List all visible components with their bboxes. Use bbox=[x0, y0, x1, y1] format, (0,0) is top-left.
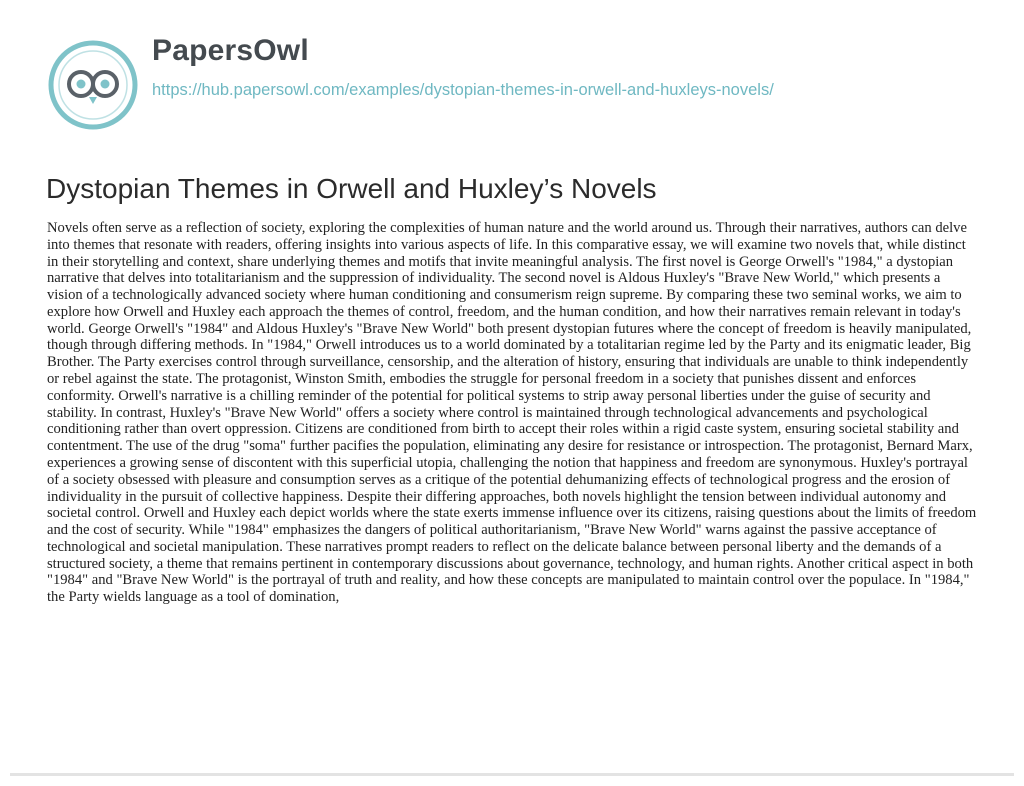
site-header bbox=[40, 28, 990, 138]
owl-icon[interactable] bbox=[48, 40, 138, 130]
source-url-link[interactable]: https://hub.papersowl.com/examples/dystopian-themes-in-orwell-and-huxleys-novels/ bbox=[152, 81, 774, 99]
brand-name[interactable]: PapersOwl bbox=[152, 34, 309, 67]
page-title: Dystopian Themes in Orwell and Huxley’s Novels bbox=[46, 173, 657, 204]
essay-body: Novels often serve as a reflection of society, exploring the complexities of human nature and the world around us. Through their narratives, authors can delve into themes that resonate with readers, offering insights into various aspects of life. In this comparative essay, we will examine two novels that, while distinct in their storytelling and context, share underlying themes and motifs that invite meaningful analysis. The first novel is George Orwell's "1984," a dystopian narrative that delves into totalitarianism and the suppression of individuality. The second novel is Aldous Huxley's "Brave New World," which presents a vision of a technologically advanced society where human conditioning and consumerism reign supreme. By comparing these two seminal works, we aim to explore how Orwell and Huxley each approach the themes of control, freedom, and the human condition, and how their narratives remain relevant in today's world. George Orwell's "1984" and Aldous Huxley's "Brave New World" both present dystopian futures where the concept of freedom is heavily manipulated, though through differing methods. In "1984," Orwell introduces us to a world dominated by a totalitarian regime led by the Party and its enigmatic leader, Big Brother. The Party exercises control through surveillance, censorship, and the alteration of history, ensuring that individuals are unable to think independently or rebel against the state. The protagonist, Winston Smith, embodies the struggle for personal freedom in a society that punishes dissent and enforces conformity. Orwell's narrative is a chilling reminder of the potential for political systems to strip away personal liberties under the guise of security and stability. In contrast, Huxley's "Brave New World" offers a society where control is maintained through technological advancements and psychological conditioning rather than overt oppression. Citizens are conditioned from birth to accept their roles within a rigid caste system, ensuring societal stability and contentment. The use of the drug "soma" further pacifies the population, eliminating any desire for resistance or introspection. The protagonist, Bernard Marx, experiences a growing sense of discontent with this superficial utopia, challenging the notion that happiness and freedom are synonymous. Huxley's portrayal of a society obsessed with pleasure and consumption serves as a critique of the potential dehumanizing effects of technological progress and the erosion of individuality in the pursuit of collective happiness. Despite their differing approaches, both novels highlight the tension between individual autonomy and societal control. Orwell and Huxley each depict worlds where the state exerts immense influence over its citizens, raising questions about the limits of freedom and the cost of security. While "1984" emphasizes the dangers of political authoritarianism, "Brave New World" warns against the passive acceptance of technological and societal manipulation. These narratives prompt readers to reflect on the delicate balance between personal liberty and the demands of a structured society, a theme that remains pertinent in contemporary discussions about governance, technology, and human rights. Another critical aspect in both "1984" and "Brave New World" is the portrayal of truth and reality, and how these concepts are manipulated to maintain control over the populace. In "1984," the Party wields language as a tool of domination, bbox=[47, 220, 977, 606]
bottom-divider bbox=[10, 773, 1014, 776]
